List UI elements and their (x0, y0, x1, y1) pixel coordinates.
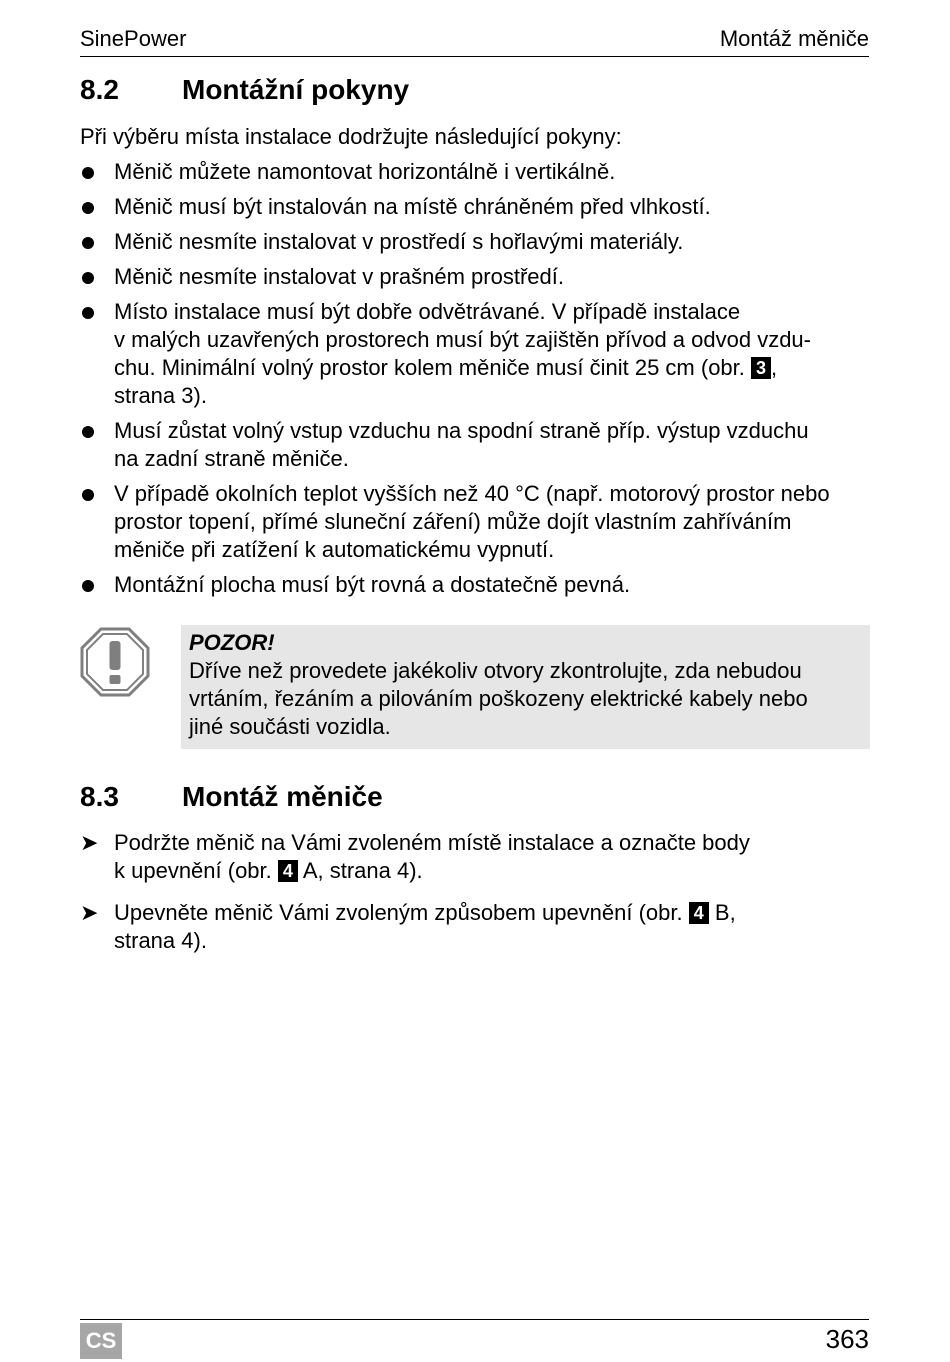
section-title: Montážní pokyny (182, 74, 410, 105)
step-line: A, strana 4). (302, 858, 423, 883)
step-item (80, 899, 870, 955)
installation-guidelines-list (80, 158, 870, 606)
arrow-icon: ➤ (80, 830, 99, 855)
item-line: na zadní straně měniče. (114, 446, 349, 471)
figure-ref-badge: 3 (751, 357, 771, 379)
section-title: Montáž měniče (182, 781, 383, 812)
list-item: Měnič musí být instalován na místě chráněném před vlhkostí. (80, 193, 870, 221)
step-line: B, (714, 900, 736, 925)
item-line: chu. Minimální volný prostor kolem měniče musí činit 25 cm (obr. (114, 355, 745, 380)
exclamation-octagon-icon (80, 627, 150, 697)
list-item: Měnič nesmíte instalovat v prašném prostředí. (80, 263, 870, 291)
step-line: k upevnění (obr. (114, 858, 272, 883)
item-line: , (771, 355, 778, 380)
step-line: Upevněte měnič Vámi zvoleným způsobem upevnění (obr. (114, 900, 683, 925)
header-chapter: Montáž měniče (719, 26, 869, 51)
mounting-steps-list (80, 829, 870, 969)
intro-text: Při výběru místa instalace dodržujte následující pokyny: (80, 124, 622, 149)
item-line: měniče při zatížení k automatickému vypnutí. (114, 537, 555, 562)
list-item (80, 298, 870, 410)
item-line: strana 3). (114, 383, 207, 408)
warning-title: POZOR! (189, 630, 275, 655)
warning-line: jiné součásti vozidla. (189, 714, 391, 739)
list-item (80, 417, 870, 473)
item-line: prostor topení, přímé sluneční záření) může dojít vlastním zahříváním (114, 509, 792, 534)
language-badge: CS (80, 1323, 122, 1359)
step-line: strana 4). (114, 928, 207, 953)
section-heading-8-3 (80, 781, 383, 813)
step-item (80, 829, 870, 885)
list-item: Měnič nesmíte instalovat v prostředí s hořlavými materiály. (80, 228, 870, 256)
step-line: Podržte měnič na Vámi zvoleném místě instalace a označte body (114, 830, 750, 855)
item-line: Musí zůstat volný vstup vzduchu na spodní straně příp. výstup vzduchu (114, 418, 809, 443)
page-number: 363 (825, 1324, 869, 1354)
arrow-icon: ➤ (80, 900, 99, 925)
item-line: Místo instalace musí být dobře odvětrávané. V případě instalace (114, 299, 741, 324)
page-footer (80, 1319, 869, 1360)
warning-box (181, 625, 870, 749)
item-line: V případě okolních teplot vyšších než 40 °C (např. motorový prostor nebo (114, 481, 830, 506)
section-number: 8.2 (80, 74, 119, 105)
list-item: Měnič můžete namontovat horizontálně i vertikálně. (80, 158, 870, 186)
list-item: Montážní plocha musí být rovná a dostatečně pevná. (80, 571, 870, 599)
figure-ref-badge: 4 (278, 860, 298, 882)
header-brand: SinePower (80, 26, 187, 51)
section-number: 8.3 (80, 781, 119, 812)
warning-line: vrtáním, řezáním a pilováním poškozeny elektrické kabely nebo (189, 686, 808, 711)
page-header (80, 26, 869, 57)
warning-notice (80, 625, 870, 749)
list-item (80, 480, 870, 564)
item-line: v malých uzavřených prostorech musí být zajištěn přívod a odvod vzdu- (114, 327, 811, 352)
warning-text (189, 657, 862, 741)
warning-line: Dříve než provedete jakékoliv otvory zkontrolujte, zda nebudou (189, 658, 802, 683)
section-heading-8-2 (80, 74, 409, 106)
figure-ref-badge: 4 (689, 902, 709, 924)
